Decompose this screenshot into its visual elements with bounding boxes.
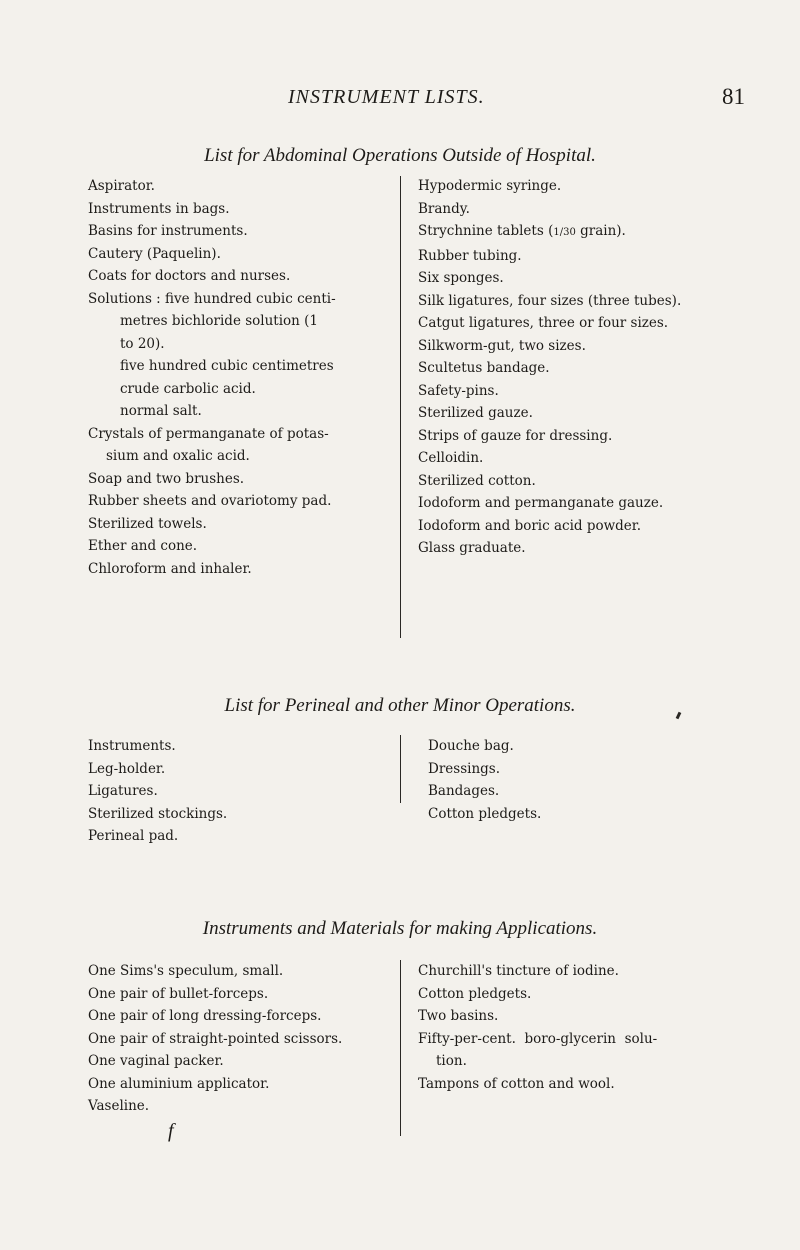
list-item: Instruments in bags. [88, 200, 230, 217]
list-item: Rubber sheets and ovariotomy pad. [88, 493, 332, 509]
list-item: five hundred cubic centimetres [120, 358, 334, 374]
list-item: Instruments. [88, 738, 176, 754]
list-item: Soap and two brushes. [88, 470, 245, 487]
list-item-text: grain). [575, 223, 626, 239]
list-item: Coats for doctors and nurses. [88, 268, 291, 284]
list-item: Silkworm-gut, two sizes. [418, 337, 586, 354]
list-item-text: Strychnine tablets ( [418, 223, 554, 239]
list-item: One pair of long dressing-forceps. [88, 1008, 322, 1024]
fraction: 1/30 [553, 227, 576, 238]
list-item: Ligatures. [88, 783, 158, 799]
list-item: to 20). [120, 335, 165, 352]
list-item: Iodoform and permanganate gauze. [418, 495, 664, 511]
list-item: Six sponges. [418, 270, 504, 286]
list-item: Silk ligatures, four sizes (three tubes). [418, 292, 682, 309]
signature-mark: f [168, 1120, 174, 1142]
list-item: Leg-holder. [88, 760, 166, 777]
list-item: metres bichloride solution (1 [120, 313, 319, 329]
list-item: Two basins. [418, 1008, 499, 1024]
applications-right-column [418, 960, 657, 1095]
list-item: Celloidin. [418, 450, 484, 466]
list-item: Vaseline. [88, 1098, 150, 1114]
list-item: Scultetus bandage. [418, 360, 550, 376]
list-item: Tampons of cotton and wool. [418, 1075, 615, 1092]
list-item [418, 220, 681, 245]
page-header [0, 86, 800, 116]
perineal-section-title: List for Perineal and other Minor Operations. [224, 695, 576, 716]
list-item: Cotton pledgets. [418, 985, 532, 1002]
list-item: One pair of bullet-forceps. [88, 985, 269, 1002]
list-item: Aspirator. [88, 178, 155, 194]
column-divider [400, 960, 401, 1136]
list-item: Perineal pad. [88, 828, 179, 844]
list-item: Chloroform and inhaler. [88, 560, 252, 577]
list-item: Hypodermic syringe. [418, 178, 562, 194]
abdominal-left-column [88, 175, 336, 580]
list-item: Dressings. [428, 760, 500, 777]
page-number: 81 [722, 84, 745, 109]
applications-left-column [88, 960, 342, 1118]
list-item: Douche bag. [428, 738, 514, 754]
list-item: One vaginal packer. [88, 1053, 224, 1069]
list-item: Bandages. [428, 783, 500, 799]
list-item: Sterilized towels. [88, 515, 207, 532]
list-item: Sterilized gauze. [418, 405, 533, 421]
abdominal-section-title: List for Abdominal Operations Outside of Hospital. [204, 145, 596, 166]
list-item: Safety-pins. [418, 382, 499, 399]
list-item: Ether and cone. [88, 538, 198, 554]
running-title: INSTRUMENT LISTS. [288, 86, 485, 108]
list-item: Solutions : five hundred cubic centi- [88, 290, 336, 307]
list-item: tion. [436, 1053, 467, 1069]
list-item: Strips of gauze for dressing. [418, 427, 613, 444]
list-item: Basins for instruments. [88, 223, 248, 239]
list-item: Fifty-per-cent. boro-glycerin solu- [418, 1030, 658, 1047]
list-item: Rubber tubing. [418, 247, 522, 264]
list-item: Cotton pledgets. [428, 805, 542, 822]
list-item: One pair of straight-pointed scissors. [88, 1030, 343, 1047]
list-item: Churchill's tincture of iodine. [418, 963, 619, 979]
list-item: One aluminium applicator. [88, 1075, 270, 1092]
list-item: Crystals of permanganate of potas- [88, 425, 329, 442]
list-item: Iodoform and boric acid powder. [418, 517, 642, 534]
list-item: Glass graduate. [418, 540, 526, 556]
column-divider [400, 176, 401, 638]
list-item: Brandy. [418, 200, 470, 217]
abdominal-right-column [418, 175, 681, 560]
perineal-right-column [428, 735, 541, 825]
perineal-left-column [88, 735, 227, 848]
list-item: Sterilized cotton. [418, 472, 536, 489]
list-item: One Sims's speculum, small. [88, 963, 284, 979]
list-item: Sterilized stockings. [88, 805, 228, 822]
list-item: Cautery (Paquelin). [88, 245, 221, 262]
column-divider [400, 735, 401, 803]
list-item: sium and oxalic acid. [106, 448, 250, 464]
list-item: crude carbolic acid. [120, 380, 256, 397]
list-item: Catgut ligatures, three or four sizes. [418, 315, 669, 331]
list-item: normal salt. [120, 403, 202, 419]
applications-section-title: Instruments and Materials for making Applications. [202, 918, 598, 939]
